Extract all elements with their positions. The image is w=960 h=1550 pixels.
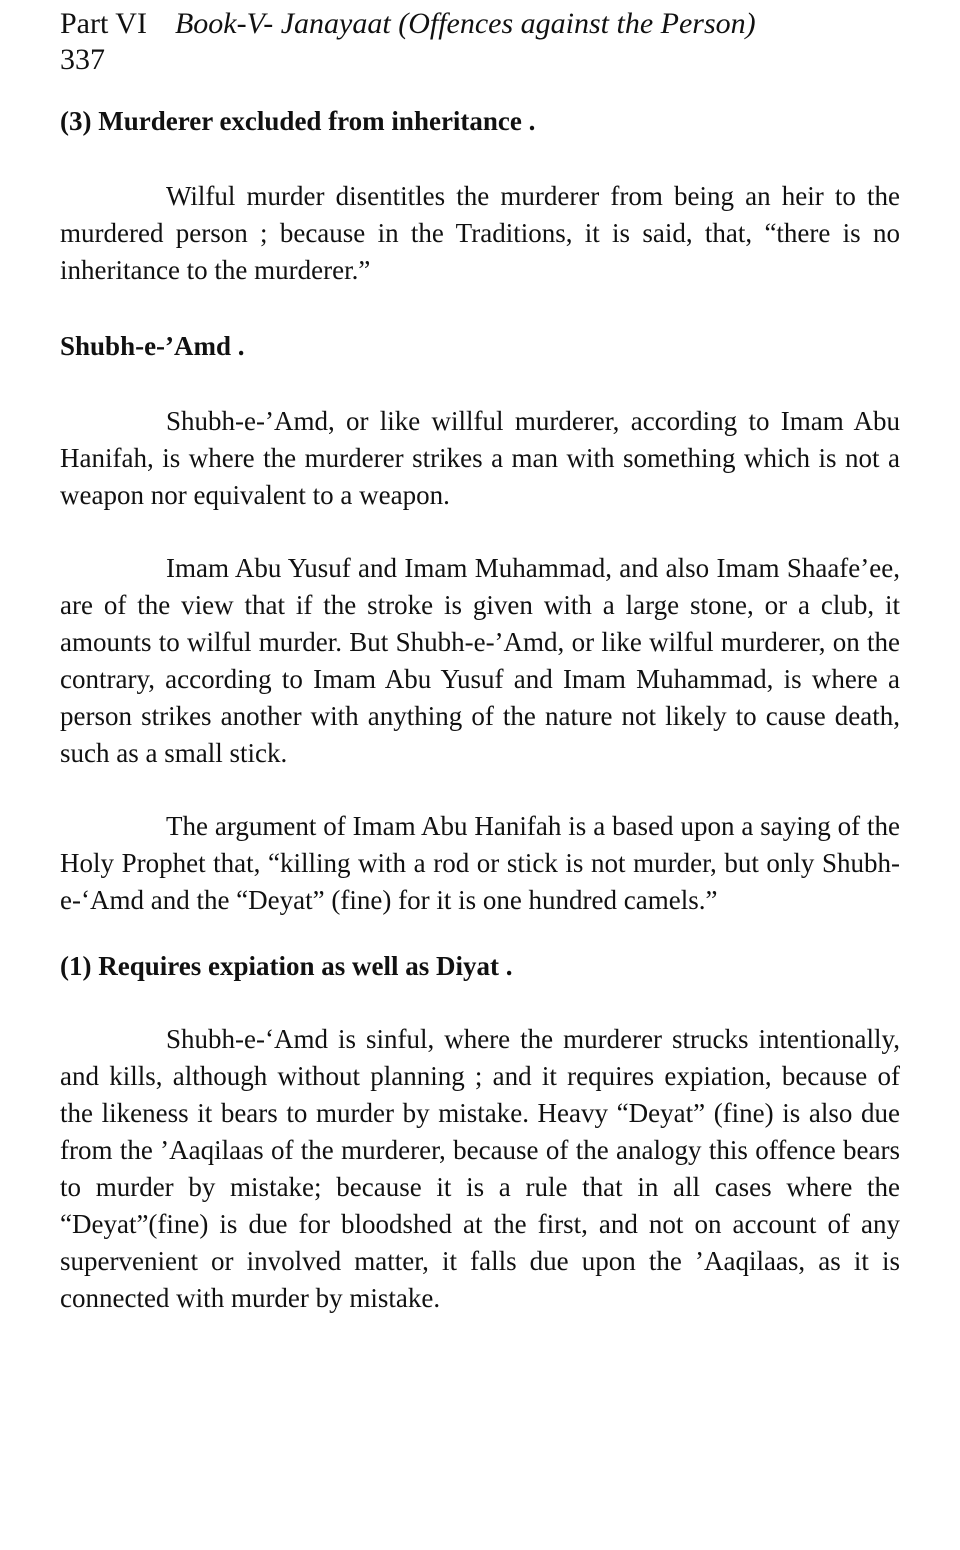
paragraph-yusuf-muhammad-view: Imam Abu Yusuf and Imam Muhammad, and also Imam Shaafe’ee, are of the view that if the stroke is given with a large stone, or a club, it amounts to wilful murder. But Shubh-e-’Amd, or like wilful murderer, on the contrary, according to Imam Abu Yusuf and Imam Muhammad, is where a person strikes another with anything of the nature not likely to cause death, such as a small stick. <box>60 553 900 768</box>
paragraph-inheritance: Wilful murder disentitles the murderer from being an heir to the murdered person ; because in the Traditions, it is said, that, “there is no inheritance to the murderer.” <box>60 181 900 285</box>
page-number: 337 <box>60 43 105 76</box>
paragraph-expiation: Shubh-e-‘Amd is sinful, where the murderer strucks intentionally, and kills, although without planning ; and it requires expiation, because of the likeness it bears to murder by mistake. Heavy “Deyat” (fine) is also due from the ’Aaqilaas of the murderer, because of the analogy this offence bears to murder by mistake; because it is a rule that in all cases where the “Deyat”(fine) is due for bloodshed at the first, and not on account of any supervenient or involved matter, it falls due upon the ’Aaqilaas, as it is connected with murder by mistake. <box>60 1024 900 1313</box>
book-title: Book-V- Janayaat (Offences against the Person) <box>174 7 756 40</box>
section-heading-expiation: (1) Requires expiation as well as Diyat . <box>60 951 513 981</box>
paragraph-shubh-e-amd-definition: Shubh-e-’Amd, or like willful murderer, according to Imam Abu Hanifah, is where the murderer strikes a man with something which is not a weapon nor equivalent to a weapon. <box>60 406 900 510</box>
section-heading-shubh-e-amd: Shubh-e-’Amd . <box>60 331 245 361</box>
part-label: Part VI <box>60 7 147 40</box>
document-page <box>60 0 900 1317</box>
running-header <box>60 6 900 42</box>
section-heading-inheritance: (3) Murderer excluded from inheritance . <box>60 106 536 136</box>
paragraph-hanifah-argument: The argument of Imam Abu Hanifah is a based upon a saying of the Holy Prophet that, “killing with a rod or stick is not murder, but only Shubh-e-‘Amd and the “Deyat” (fine) for it is one hundred camels.” <box>60 811 900 915</box>
